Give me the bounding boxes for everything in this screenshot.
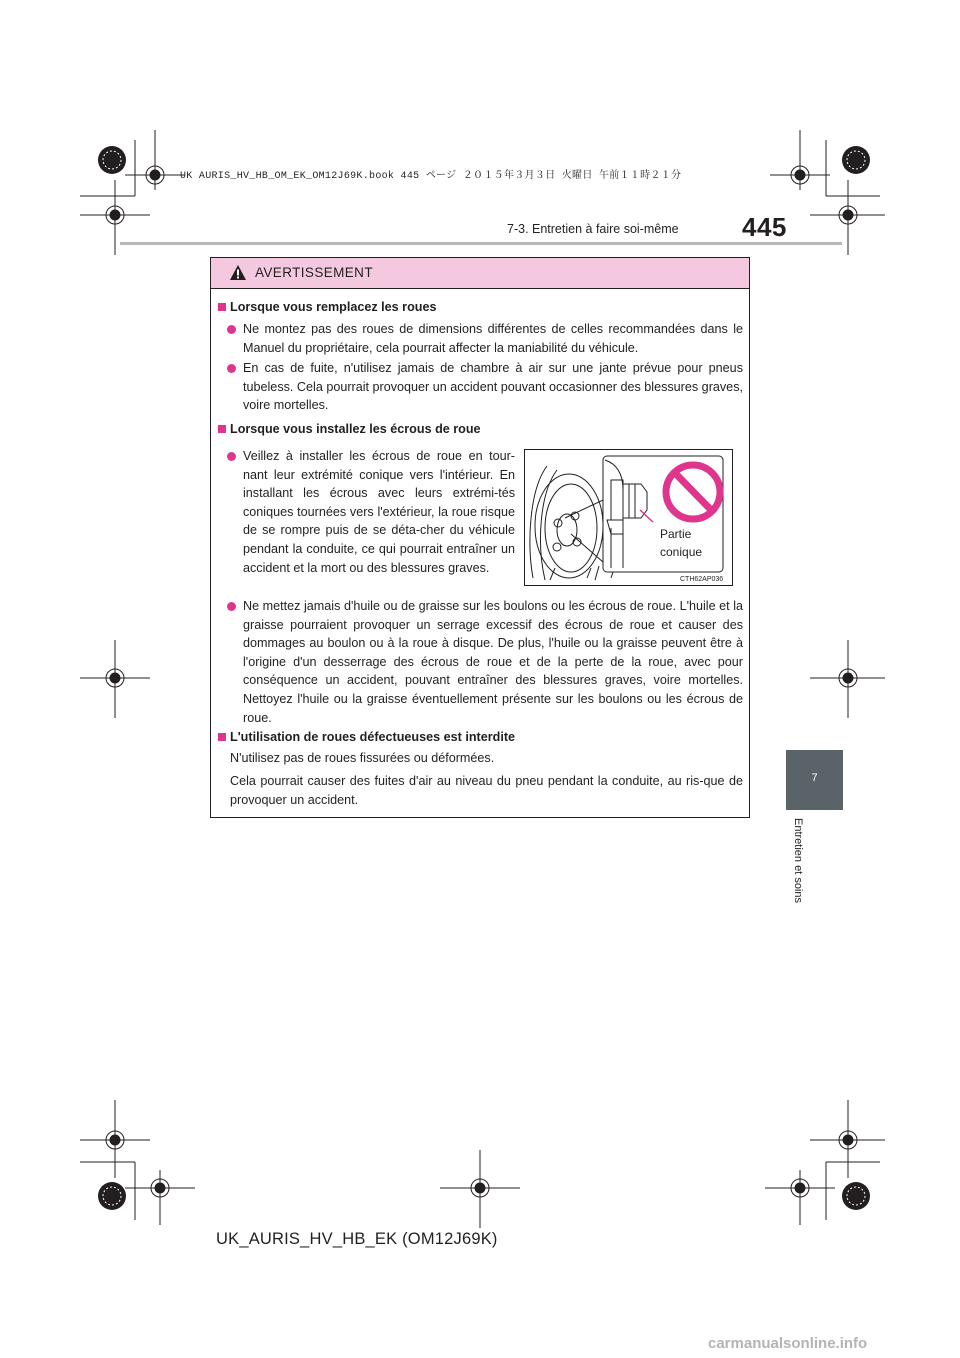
callout-label: Partie (660, 527, 692, 541)
header-rule (120, 242, 842, 245)
warning-title: AVERTISSEMENT (255, 265, 373, 280)
bullet-text: En cas de fuite, n'utilisez jamais de chambre à air sur une jante prévue pour pneus tubeless. Cela pourrait provoquer un accident pouvant occasionner des blessures graves, voire mortelles. (243, 361, 743, 413)
wheel-nut-figure (524, 449, 733, 586)
section-marker (218, 733, 226, 741)
section-title: 7-3. Entretien à faire soi-même (507, 222, 679, 236)
section-heading: Lorsque vous installez les écrous de roue (230, 422, 481, 436)
figure-code: CTH62AP036 (680, 576, 724, 583)
bullet-dot (227, 602, 236, 611)
callout-label: conique (660, 545, 703, 559)
chapter-tab-number: 7 (811, 772, 818, 784)
body-paragraph: Cela pourrait causer des fuites d'air au niveau du pneu pendant la conduite, au ris-que de provoquer un accident. (230, 774, 743, 807)
model-code: UK_AURIS_HV_HB_EK (OM12J69K) (216, 1230, 498, 1248)
chapter-tab[interactable] (786, 750, 843, 810)
bullet-text: Ne mettez jamais d'huile ou de graisse sur les boulons ou les écrous de roue. L'huile et la graisse pourraient provoquer un serrage excessif des écrous de roue et causer des dommages au boulon ou à la roue à disque. De plus, l'huile ou la graisse peuvent être à l'origine d'un desserrage des écrous de roue et de la perte de la roue, avec pour conséquence un accident, pouvant entraîner des blessures graves, voire mortelles. Nettoyez l'huile ou la graisse éventuellement présente sur les boulons ou les écrous de roue. (243, 599, 743, 725)
bullet-text: Veillez à installer les écrous de roue en tour-nant leur extrémité conique vers l'intérieur. En installant les écrous avec leurs extrémi-tés coniques tournées vers l'extérieur, la roue risque de se rompre puis de se déta-cher du véhicule pendant la conduite, ce qui pourrait entraîner un accident et la mort ou des blessures graves. (243, 449, 515, 575)
page-number: 445 (742, 212, 787, 242)
warning-triangle-icon (229, 264, 247, 281)
section-marker (218, 303, 226, 311)
warning-header (211, 258, 749, 289)
body-paragraph: N'utilisez pas de roues fissurées ou déformées. (230, 751, 495, 765)
bullet-text: Ne montez pas des roues de dimensions différentes de celles recommandées dans le Manuel du propriétaire, cela pourrait affecter la maniabilité du véhicule. (243, 322, 743, 355)
bullet-dot (227, 364, 236, 373)
section-heading: L'utilisation de roues défectueuses est interdite (230, 730, 516, 744)
bullet-dot (227, 325, 236, 334)
wheel-illustration (525, 450, 732, 585)
print-stamp: UK AURIS_HV_HB_OM_EK_OM12J69K.book 445 ページ ２０１５年３月３日 火曜日 午前１１時２１分 (180, 171, 682, 182)
watermark: carmanualsonline.info (708, 1335, 868, 1352)
chapter-label: Entretien et soins (792, 818, 804, 903)
section-marker (218, 425, 226, 433)
bullet-dot (227, 452, 236, 461)
section-heading: Lorsque vous remplacez les roues (230, 300, 437, 314)
